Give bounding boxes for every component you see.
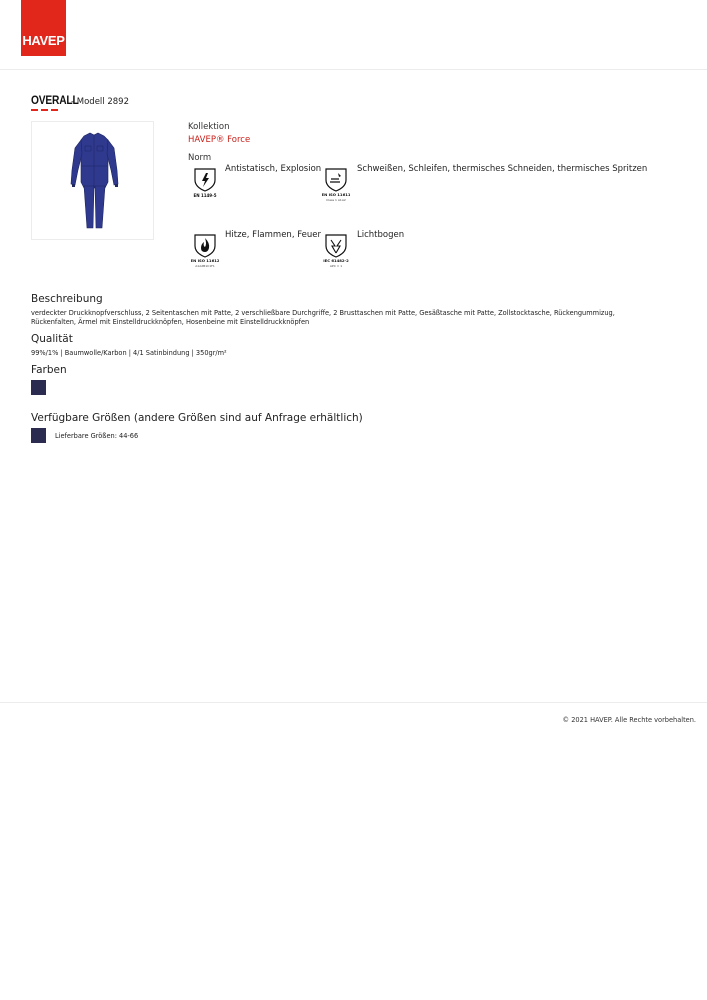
product-title: OVERALL bbox=[31, 93, 79, 107]
norm-class: A1A2B1C1F1 bbox=[195, 264, 215, 268]
beschreibung-heading: Beschreibung bbox=[31, 293, 103, 305]
norm-code: IEC 61482-2 bbox=[323, 258, 349, 263]
antistatic-shield-icon bbox=[191, 166, 219, 202]
kollektion-link[interactable]: HAVEP® Force bbox=[188, 135, 251, 145]
color-swatch[interactable] bbox=[31, 380, 46, 395]
norm-description: Hitze, Flammen, Feuer bbox=[225, 230, 321, 240]
welding-shield-icon bbox=[322, 166, 350, 202]
norm-description: Schweißen, Schleifen, thermisches Schneiden, thermisches Spritzen bbox=[357, 164, 648, 174]
norm-label: Norm bbox=[188, 153, 212, 163]
groessen-heading: Verfügbare Größen (andere Größen sind auf Anfrage erhältlich) bbox=[31, 412, 363, 424]
beschreibung-line-1: verdeckter Druckknopfverschluss, 2 Seitentaschen mit Patte, 2 verschließbare Durchgriffe, 2 Brusttaschen mit Patte, Gesäßtasche mit Patte, Zollstocktasche, Rückengummizug, bbox=[31, 309, 615, 317]
norm-class: Class 1 A1A2 bbox=[326, 198, 346, 202]
page-header bbox=[0, 0, 707, 70]
norm-code: EN ISO 11612 bbox=[191, 258, 219, 263]
product-model: - Modell 2892 bbox=[71, 97, 129, 107]
norm-code: EN ISO 11611 bbox=[322, 192, 350, 197]
norm-code: EN 1149-5 bbox=[193, 193, 217, 198]
qualitaet-text: 99%/1% | Baumwolle/Karbon | 4/1 Satinbindung | 350gr/m² bbox=[31, 349, 227, 357]
flame-shield-icon bbox=[191, 232, 219, 268]
farben-heading: Farben bbox=[31, 364, 67, 376]
qualitaet-heading: Qualität bbox=[31, 333, 73, 345]
norm-description: Lichtbogen bbox=[357, 230, 405, 240]
product-image bbox=[31, 121, 154, 240]
size-color-swatch bbox=[31, 428, 46, 443]
havep-logo[interactable]: HAVEP bbox=[21, 0, 66, 56]
title-underline-dashes bbox=[31, 109, 58, 111]
beschreibung-line-2: Rückenfalten, Ärmel mit Einstelldruckknöpfen, Hosenbeine mit Einstelldruckknöpfen bbox=[31, 318, 310, 326]
copyright-notice: © 2021 HAVEP. Alle Rechte vorbehalten. bbox=[562, 716, 696, 724]
available-sizes: Lieferbare Größen: 44-66 bbox=[55, 432, 139, 440]
coverall-image bbox=[32, 122, 155, 241]
page-footer-divider bbox=[0, 702, 707, 703]
arc-shield-icon bbox=[322, 232, 350, 268]
kollektion-label: Kollektion bbox=[188, 122, 230, 132]
norm-class: APC = 1 bbox=[329, 264, 343, 268]
norm-description: Antistatisch, Explosion bbox=[225, 164, 322, 174]
product-title-row bbox=[31, 93, 129, 107]
